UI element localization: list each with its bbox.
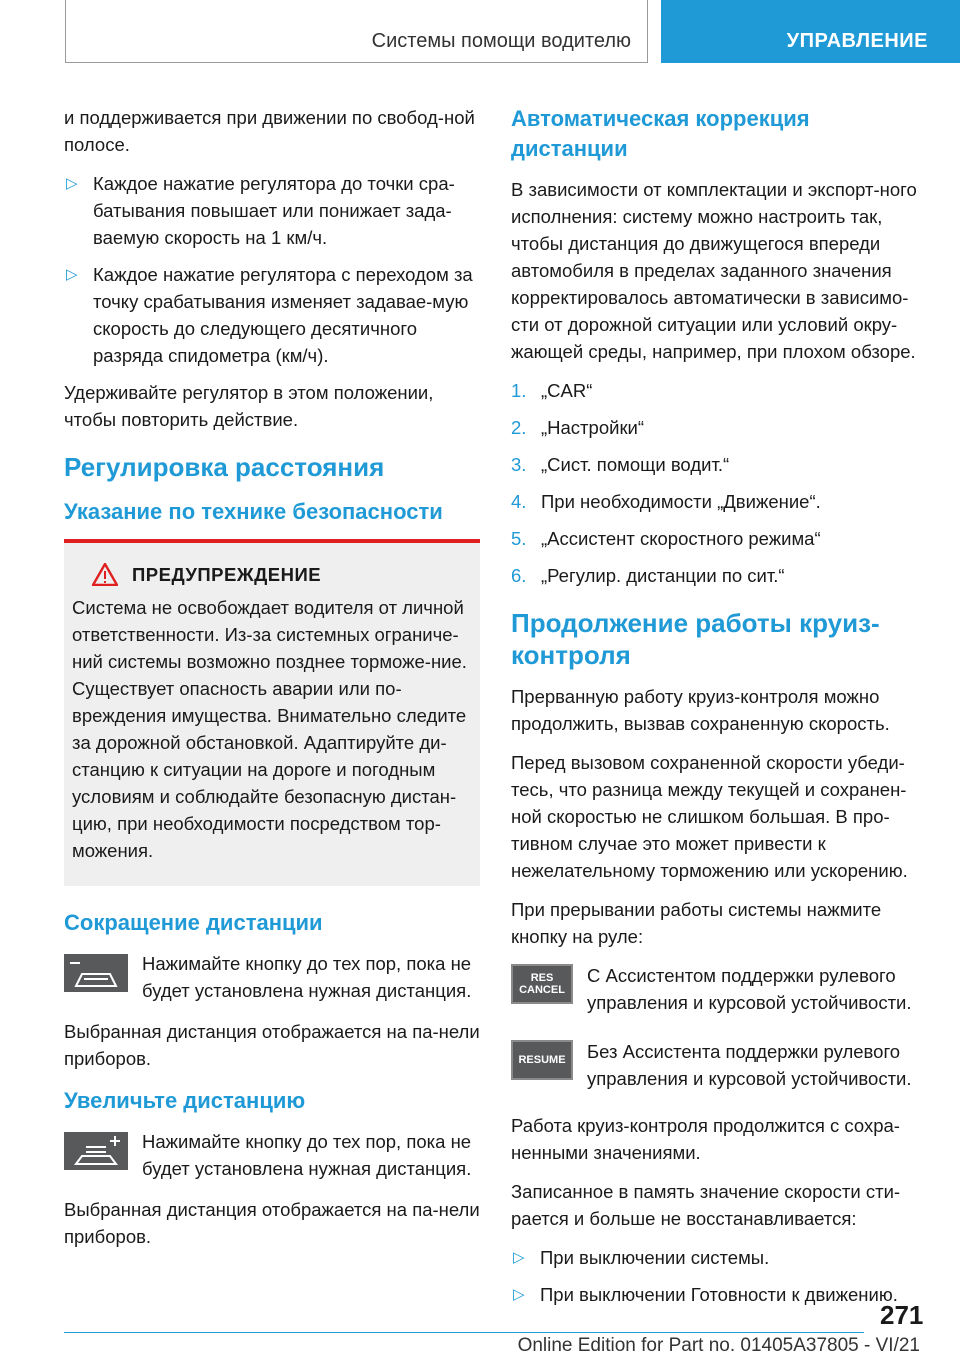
res-cancel-text: С Ассистентом поддержки рулевого управления и курсовой устойчивости.	[587, 965, 912, 1013]
distance-increase-icon	[64, 1132, 128, 1170]
res-cancel-row	[511, 962, 929, 1016]
warning-box	[64, 539, 480, 886]
right-column	[511, 104, 929, 1318]
reduce-distance-row	[64, 950, 480, 1004]
res-cancel-button-icon: RES CANCEL	[511, 964, 573, 1004]
increase-distance-row	[64, 1128, 480, 1182]
list-item: 2. „Настройки“	[511, 417, 645, 438]
resume-row	[511, 1038, 929, 1092]
warning-title: ПРЕДУПРЕЖДЕНИЕ	[132, 563, 322, 585]
page-number: 271	[880, 1300, 924, 1330]
paragraph: Записанное в память значение скорости сти-рается и больше не восстанавливается:	[511, 1181, 901, 1229]
heading-continue-cruise: Продолжение работы круиз-контроля	[511, 608, 880, 670]
heading-distance-adjust: Регулировка расстояния	[64, 452, 385, 482]
left-column	[64, 104, 480, 1262]
paragraph: Удерживайте регулятор в этом положении, чтобы повторить действие.	[64, 382, 434, 430]
list-item: ▷ Каждое нажатие регулятора с переходом за точку срабатывания изменяет задавае-мую скорость до следующего десятичного разряда спидометра (км/ч).	[64, 261, 480, 369]
triangle-bullet-icon: ▷	[66, 175, 78, 192]
resume-button-icon: RESUME	[511, 1040, 573, 1080]
triangle-bullet-icon: ▷	[66, 266, 78, 283]
list-item: ▷ Каждое нажатие регулятора до точки сра-батывания повышает или понижает зада-ваемую скорость на 1 км/ч.	[64, 170, 480, 251]
header-section-title: Системы помощи водителю	[371, 30, 631, 52]
increase-distance-text: Нажимайте кнопку до тех пор, пока не будет установлена нужная дистанция.	[142, 1131, 472, 1179]
header-section-box	[65, 0, 648, 63]
paragraph: Перед вызовом сохраненной скорости убеди-тесь, что разница между текущей и сохранен-ной скоростью не слишком большая. В про-тивном случае это может привести к нежелательному торможению или ускорению.	[511, 752, 908, 881]
paragraph: Работа круиз-контроля продолжится с сохра-ненными значениями.	[511, 1115, 900, 1163]
heading-increase-distance: Увеличьте дистанцию	[64, 1088, 306, 1113]
header-chapter-title: УПРАВЛЕНИЕ	[786, 30, 928, 52]
footer-divider	[64, 1332, 864, 1333]
paragraph: При прерывании работы системы нажмите кнопку на руле:	[511, 899, 882, 947]
list-item: 5. „Ассистент скоростного режима“	[511, 528, 821, 549]
triangle-bullet-icon: ▷	[513, 1249, 525, 1266]
triangle-bullet-icon: ▷	[513, 1286, 525, 1303]
heading-safety-note: Указание по технике безопасности	[64, 499, 443, 524]
list-item: 6. „Регулир. дистанции по сит.“	[511, 565, 785, 586]
list-item: 4. При необходимости „Движение“.	[511, 491, 821, 512]
footer-text: Online Edition for Part no. 01405A37805 - VI/21	[517, 1335, 920, 1356]
paragraph: Выбранная дистанция отображается на па-нели приборов.	[64, 1021, 480, 1069]
warning-triangle-icon	[92, 563, 118, 586]
heading-auto-distance: Автоматическая коррекция дистанции	[511, 106, 810, 161]
header-chapter-box	[661, 0, 960, 63]
heading-reduce-distance: Сокращение дистанции	[64, 910, 323, 935]
list-item: ▷ При выключении Готовности к движению.	[511, 1281, 929, 1308]
list-item: 3. „Сист. помощи водит.“	[511, 454, 730, 475]
paragraph: Выбранная дистанция отображается на па-нели приборов.	[64, 1199, 480, 1247]
resume-text: Без Ассистента поддержки рулевого управления и курсовой устойчивости.	[587, 1041, 912, 1089]
warning-text: Система не освобождает водителя от личной ответственности. Из-за системных ограниче-ний системы возможно позднее торможе-ние. Существует опасность аварии или по-вреждения имущества. Внимательно следите за дорожной обстановкой. Адаптируйте ди-станцию к ситуации на дороге и погодным условиям и соблюдайте безопасную дистан-цию, при необходимости посредством тор-можения.	[72, 597, 467, 861]
paragraph: В зависимости от комплектации и экспорт-ного исполнения: систему можно настроить так, чтобы дистанция до движущегося впереди автомобиля в пределах заданного значения корректировалось автоматически в зависимо-сти от дорожной ситуации или условий окру-жающей среды, например, при плохом обзоре.	[511, 179, 917, 362]
reduce-distance-text: Нажимайте кнопку до тех пор, пока не будет установлена нужная дистанция.	[142, 953, 472, 1001]
paragraph: и поддерживается при движении по свобод-ной полосе.	[64, 107, 475, 155]
distance-decrease-icon	[64, 954, 128, 992]
paragraph: Прерванную работу круиз-контроля можно продолжить, вызвав сохраненную скорость.	[511, 686, 890, 734]
list-item: 1. „CAR“	[511, 380, 593, 401]
list-item: ▷ При выключении системы.	[511, 1244, 929, 1271]
